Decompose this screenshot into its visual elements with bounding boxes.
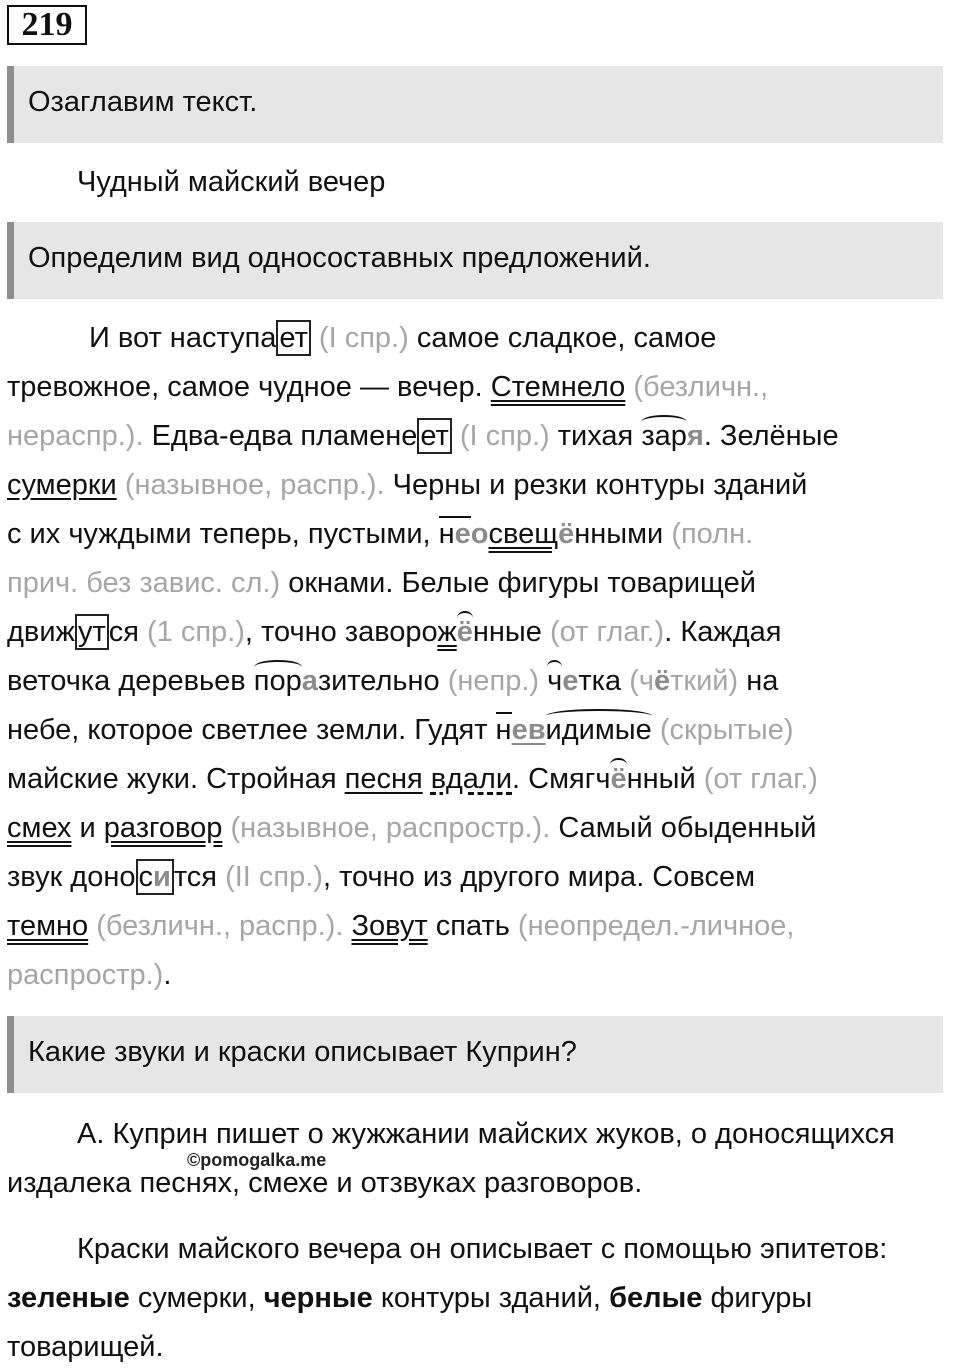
root-arc: ч [547,657,562,706]
heading-bar-question [7,1016,943,1093]
text-line: сумерки (назывное, распр.). Черны и резки контуры зданий [7,469,808,501]
answer-paragraph-2: Краски майского вечера он описывает с помощью эпитетов: зеленые сумерки, черные контуры зданий, белые фигуры товарищей. [7,1233,888,1363]
root-arc: зар [641,412,687,461]
analyzed-text [7,314,952,1000]
answer-paragraph-1: А. Куприн пишет о жужжании майских жуков, о доносящихся издалека песнях, смехе и отзвуках разговоров. [7,1118,895,1199]
watermark: ©pomogalka.me [187,1150,327,1170]
text-line: майские жуки. Стройная песня вдали. Смягчённый (от глаг.) [7,755,952,804]
text-line: прич. без завис. сл.) окнами. Белые фигуры товарищей [7,567,756,599]
verb-ending-box: ет [417,418,451,454]
prefix-mark: н [495,714,512,746]
heading-bar-title [7,66,943,143]
text-line: движ ут ся (1 спр.), точно заворожённые (от глаг.). Каждая [7,608,952,657]
text-line: нераспр.). Едва-едва пламене ет (I спр.) тихая заря. Зелёные [7,412,952,461]
verb-ending-box: ет [276,320,310,356]
text-line: тревожное, самое чудное — вечер. Стемнело (безличн., [7,371,769,403]
predicate-underline: темно [7,910,89,942]
text-line: смех и разговор (назывное, распростр.). Самый обыденный [7,812,817,844]
text-line: И вот наступа ет (I спр.) самое сладкое, самое [89,322,717,354]
predicate-underline: Стемнело [490,371,626,403]
text-line: веточка деревьев поразительно (непр.) четка (чёткий) на [7,657,952,706]
heading-question: Какие звуки и краски описывает Куприн? [28,1036,577,1068]
predicate-underline: Зовут [351,910,428,942]
text-line: темно (безличн., распр.). Зовут спать (неопредел.-личное, [7,910,795,942]
text-line: небе, которое светлее земли. Гудят невидимые (скрытые) [7,706,952,755]
heading-bar-sentences [7,222,943,299]
text-line: звук доно си тся (II спр.), точно из другого мира. Совсем [7,861,756,893]
text-line: распростр.). [7,959,172,991]
root-arc: идимые [546,706,652,755]
heading-title-task: Озаглавим текст. [28,86,258,118]
heading-sentences-task: Определим вид односоставных предложений. [28,242,651,274]
adverbial-underline: вдали [430,763,513,795]
prefix-mark: н [438,518,455,550]
subject-underline: смех [7,812,72,844]
root-arc: ё [610,755,626,804]
verb-ending-box: си [136,859,174,895]
subject-underline: песня [344,763,423,795]
subject-underline: разговор [103,812,223,844]
epithet-black: черные [263,1282,373,1314]
text-line: с их чуждыми теперь, пустыми, неосвещёнными (полн. [7,518,754,550]
root-arc: пор [254,657,302,706]
epithet-green: зеленые [7,1282,130,1314]
text-title: Чудный майский вечер [77,166,386,198]
verb-ending-box: ут [75,614,109,650]
root-arc: ё [457,608,473,657]
subject-underline: сумерки [7,469,117,501]
exercise-number: 219 [7,5,87,45]
epithet-white: белые [609,1282,703,1314]
